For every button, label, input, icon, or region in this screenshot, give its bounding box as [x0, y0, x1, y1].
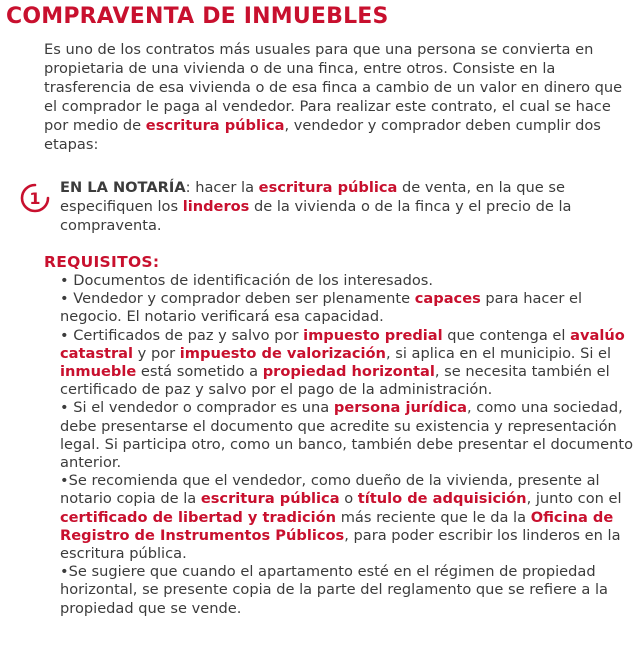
- text-run: •Se sugiere que cuando el apartamento esté en el régimen de propiedad horizontal, se presente copia de la parte del reglamento que se refiere a la propiedad que se vende.: [60, 563, 608, 617]
- text-run: o: [339, 490, 358, 508]
- text-run: • Si el vendedor o comprador es una: [60, 399, 334, 417]
- highlighted-term: linderos: [182, 198, 250, 215]
- text-run: • Documentos de identificación de los interesados.: [60, 272, 434, 289]
- highlighted-term: persona jurídica: [333, 399, 468, 417]
- highlighted-term: impuesto predial: [303, 326, 443, 344]
- highlighted-term: certificado de libertad y tradición: [60, 508, 337, 526]
- requirement-item: [60, 290, 636, 326]
- text-run: •Se recomienda que el vendedor, como dueño de la vivienda, presente al notario copia de la: [60, 472, 600, 508]
- highlighted-term: título de adquisición: [357, 490, 527, 508]
- text-run: , junto con el: [526, 490, 622, 508]
- text-run: de venta, en la que se especifiquen los: [60, 179, 565, 215]
- highlighted-term: avalúo catastral: [60, 326, 625, 362]
- highlighted-term: escritura pública: [145, 117, 285, 134]
- step-notaria-paragraph: [60, 178, 636, 235]
- step-number-circle-icon: [20, 183, 50, 213]
- requirement-item: [60, 272, 636, 290]
- text-run: : hacer la: [185, 179, 259, 196]
- requirements-heading: REQUISITOS:: [44, 253, 160, 271]
- text-run: • Vendedor y comprador deben ser plenamente: [60, 290, 415, 308]
- highlighted-term: Oficina de Registro de Instrumentos Públicos: [60, 508, 614, 544]
- requirement-item: [60, 327, 636, 400]
- text-run: , como una sociedad, debe presentarse el documento que acredite su existencia y representación legal. Si participa otro, como un banco, también debe presentar el documento anterior.: [60, 399, 634, 472]
- text-run: más reciente que le da la: [336, 508, 531, 526]
- text-run: • Certificados de paz y salvo por: [60, 326, 304, 344]
- requirement-item: [60, 563, 636, 618]
- text-run: , vendedor y comprador deben cumplir dos etapas:: [44, 117, 601, 153]
- text-run: y por: [133, 344, 180, 362]
- text-run: , se necesita también el certificado de paz y salvo por el pago de la administración.: [60, 363, 610, 399]
- highlighted-term: capaces: [414, 290, 481, 308]
- text-run: que contenga el: [442, 326, 571, 344]
- text-run: , si aplica en el municipio. Si el: [385, 344, 612, 362]
- page-title: COMPRAVENTA DE INMUEBLES: [6, 4, 389, 29]
- text-run: está sometido a: [136, 363, 263, 381]
- text-run: Es uno de los contratos más usuales para que una persona se convierta en propietaria de una vivienda o de una finca, entre otros. Consiste en la trasferencia de esa vivienda o de esa finca a cambio de un valor en dinero que el comprador le paga al vendedor. Para realizar este contrato, el cual se hace por medio de: [44, 41, 623, 134]
- highlighted-term: impuesto de valorización: [179, 344, 386, 362]
- requirement-item: [60, 472, 636, 563]
- step-label: EN LA NOTARÍA: [60, 179, 186, 196]
- requirement-item: [60, 399, 636, 472]
- step-number: 1: [29, 189, 41, 208]
- highlighted-term: inmueble: [60, 363, 137, 381]
- requirements-list: [60, 272, 636, 618]
- text-run: para hacer el negocio. El notario verificará esa capacidad.: [60, 290, 583, 326]
- highlighted-term: escritura pública: [200, 490, 340, 508]
- intro-paragraph: [44, 40, 634, 154]
- highlighted-term: propiedad horizontal: [262, 363, 435, 381]
- highlighted-term: escritura pública: [258, 179, 398, 196]
- text-run: de la vivienda o de la finca y el precio de la compraventa.: [60, 198, 572, 234]
- text-run: , para poder escribir los linderos en la escritura pública.: [60, 526, 621, 563]
